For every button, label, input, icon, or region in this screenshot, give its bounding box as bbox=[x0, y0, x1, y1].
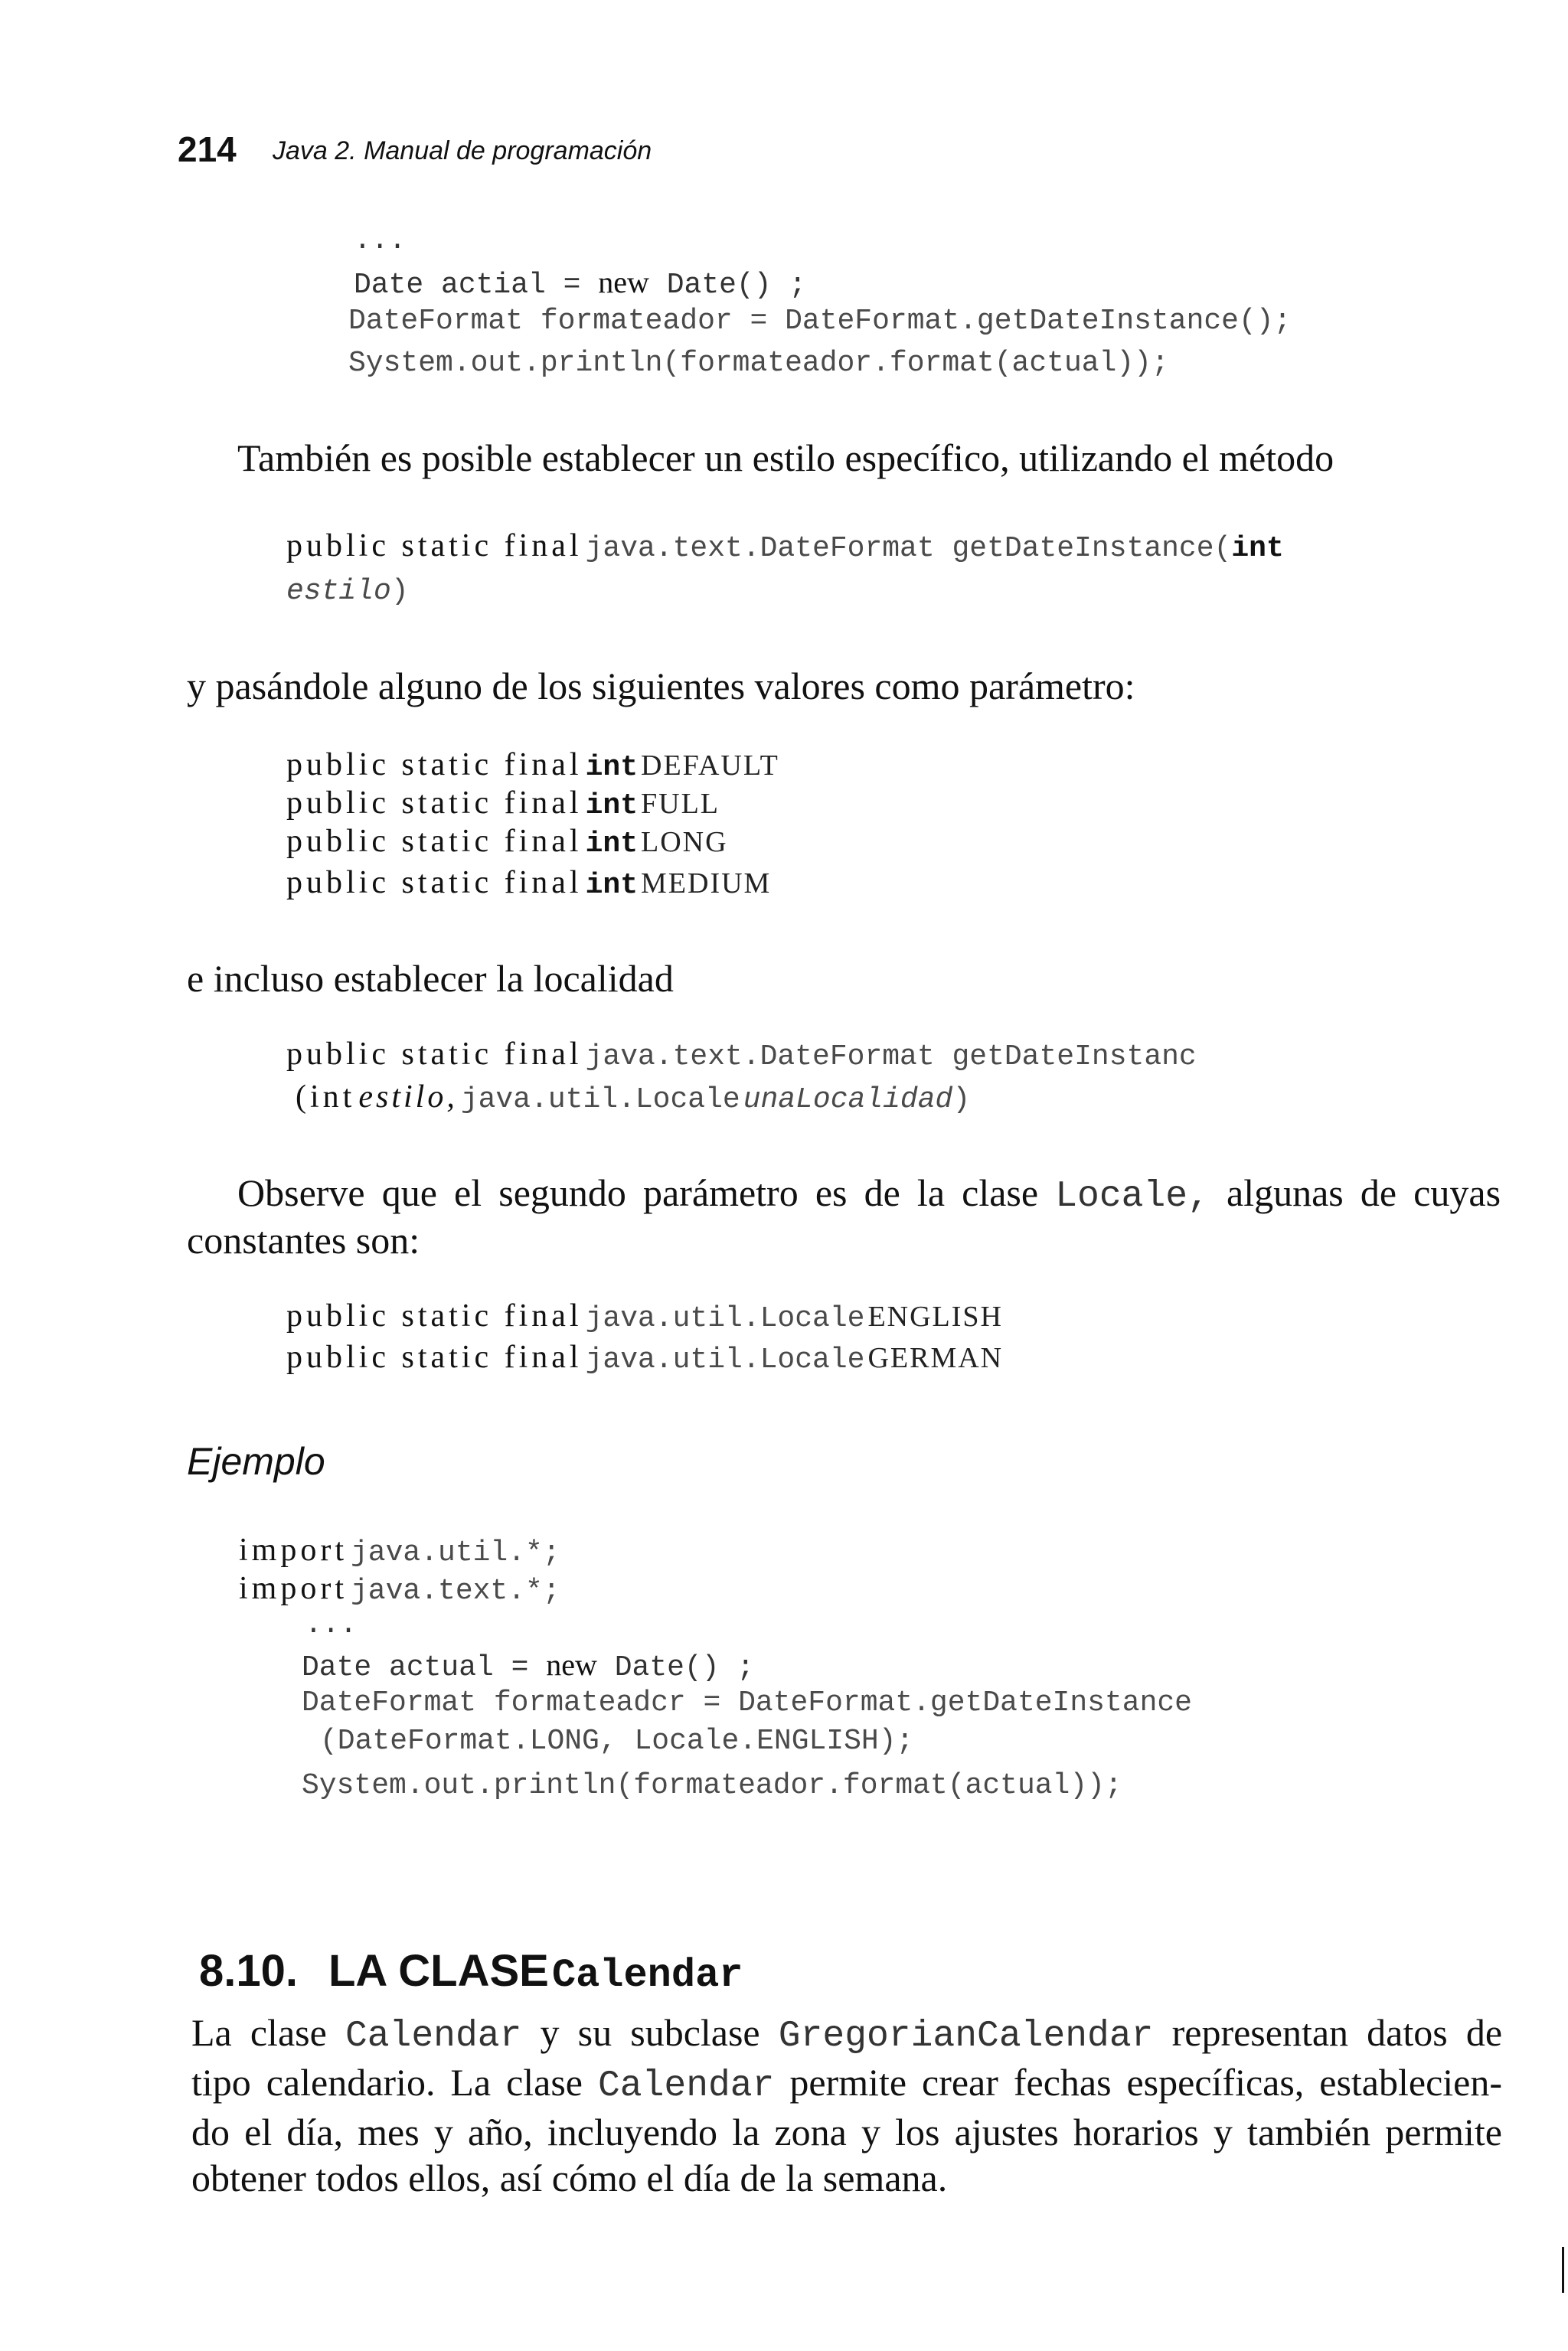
code-keyword-new: new bbox=[598, 265, 649, 299]
code-keyword-int: int bbox=[585, 751, 639, 784]
code-line bbox=[354, 263, 806, 305]
code-text: Date() ; bbox=[648, 269, 807, 302]
code-keyword-new: new bbox=[546, 1647, 597, 1682]
code-line bbox=[302, 1646, 754, 1687]
constant-name: MEDIUM bbox=[641, 867, 772, 900]
inline-code: Locale, bbox=[1055, 1176, 1210, 1217]
body-paragraph: y pasándole alguno de los siguientes valores como parámetro: bbox=[187, 664, 1135, 707]
code-modifiers: public static final bbox=[286, 528, 583, 563]
page-edge-mark bbox=[1562, 2247, 1564, 2293]
constant-name: LONG bbox=[641, 826, 728, 858]
code-modifiers: public static final bbox=[286, 1298, 583, 1334]
code-text: Date actual = bbox=[302, 1651, 547, 1684]
code-text: java.util.*; bbox=[351, 1536, 560, 1569]
text-run: Observe que el segundo parámetro es de la clase bbox=[237, 1171, 1039, 1214]
code-modifiers: public static final bbox=[286, 747, 583, 782]
code-text: java.text.DateFormat getDateInstance( bbox=[585, 532, 1232, 565]
code-modifiers: public static final bbox=[286, 865, 583, 900]
paragraph-line bbox=[237, 1170, 1501, 1220]
code-line bbox=[286, 1297, 1003, 1342]
code-line: System.out.println(formateador.format(actual)); bbox=[348, 347, 1169, 380]
code-text: ) bbox=[390, 575, 409, 608]
code-param: estilo, bbox=[358, 1079, 458, 1115]
inline-code: Calendar bbox=[597, 2065, 775, 2107]
text-run: y su subclase bbox=[540, 2011, 760, 2054]
code-modifiers: public static final bbox=[286, 1037, 583, 1072]
constant-name: FULL bbox=[641, 788, 720, 820]
code-line: (DateFormat.LONG, Locale.ENGLISH); bbox=[320, 1725, 914, 1758]
code-line: DateFormat formateador = DateFormat.getDateInstance(); bbox=[348, 305, 1292, 338]
code-line: System.out.println(formateador.format(actual)); bbox=[302, 1769, 1122, 1802]
code-param: estilo bbox=[286, 575, 391, 608]
paragraph-line: obtener todos ellos, así cómo el día de la semana. bbox=[191, 2157, 948, 2199]
example-heading: Ejemplo bbox=[187, 1440, 325, 1483]
code-line bbox=[286, 1338, 1003, 1383]
paragraph-line: constantes son: bbox=[187, 1219, 420, 1262]
body-paragraph bbox=[237, 1170, 1501, 1220]
inline-code: Calendar bbox=[345, 2016, 522, 2057]
code-keyword-import: import bbox=[239, 1571, 348, 1606]
body-paragraph: e incluso establecer la localidad bbox=[187, 957, 674, 1000]
text-run: permite crear fechas específicas, establecien- bbox=[789, 2061, 1502, 2104]
text-run: representan datos de bbox=[1171, 2011, 1503, 2054]
constant-name: ENGLISH bbox=[867, 1301, 1003, 1333]
code-modifiers: public static final bbox=[286, 824, 583, 859]
code-text: java.util.Locale bbox=[585, 1302, 865, 1335]
paragraph-line: do el día, mes y año, incluyendo la zona y los ajustes horarios y también permite bbox=[191, 2111, 1502, 2153]
code-text: java.text.DateFormat getDateInstanc bbox=[585, 1040, 1197, 1073]
code-line bbox=[286, 822, 728, 867]
inline-code: GregorianCalendar bbox=[778, 2016, 1154, 2057]
code-text: java.text.*; bbox=[351, 1575, 560, 1608]
text-run: tipo calendario. La clase bbox=[191, 2061, 583, 2104]
code-modifiers: public static final bbox=[286, 1340, 583, 1375]
code-line bbox=[239, 1569, 560, 1615]
constant-name: GERMAN bbox=[867, 1342, 1004, 1374]
code-modifiers: public static final bbox=[286, 785, 583, 821]
code-line bbox=[296, 1078, 970, 1123]
code-param: unaLocalidad bbox=[743, 1083, 953, 1116]
code-ellipsis: ... bbox=[354, 224, 407, 257]
code-line bbox=[286, 527, 1284, 572]
section-title-code: Calendar bbox=[551, 1953, 743, 1998]
text-run: algunas de cuyas bbox=[1227, 1171, 1501, 1214]
code-keyword-int: int bbox=[585, 869, 639, 902]
constant-name: DEFAULT bbox=[641, 749, 779, 782]
body-paragraph: También es posible establecer un estilo específico, utilizando el método bbox=[237, 436, 1334, 479]
text-run: La clase bbox=[191, 2011, 327, 2054]
code-text: Date actial = bbox=[354, 269, 599, 302]
code-keyword-int: (int bbox=[296, 1079, 356, 1115]
code-text: java.util.Locale bbox=[460, 1083, 740, 1116]
section-number: 8.10. bbox=[199, 1946, 298, 1996]
code-keyword-int: int bbox=[1231, 532, 1284, 565]
code-keyword-import: import bbox=[239, 1533, 348, 1568]
code-line: DateFormat formateadcr = DateFormat.getDateInstance bbox=[302, 1687, 1192, 1719]
section-title: LA CLASE bbox=[328, 1946, 549, 1996]
code-text: ) bbox=[952, 1083, 971, 1116]
code-ellipsis: ... bbox=[305, 1608, 358, 1641]
code-keyword-int: int bbox=[585, 828, 639, 860]
code-line bbox=[286, 1035, 1197, 1080]
code-line bbox=[286, 573, 409, 615]
page-number: 214 bbox=[178, 129, 237, 169]
code-text: java.util.Locale bbox=[585, 1344, 865, 1376]
body-paragraph bbox=[191, 2010, 1502, 2201]
code-text: Date() ; bbox=[596, 1651, 755, 1684]
paragraph-line bbox=[191, 2010, 1502, 2059]
code-line bbox=[286, 864, 771, 909]
paragraph-line bbox=[191, 2059, 1502, 2109]
running-title: Java 2. Manual de programación bbox=[273, 136, 652, 165]
code-keyword-int: int bbox=[585, 789, 639, 822]
